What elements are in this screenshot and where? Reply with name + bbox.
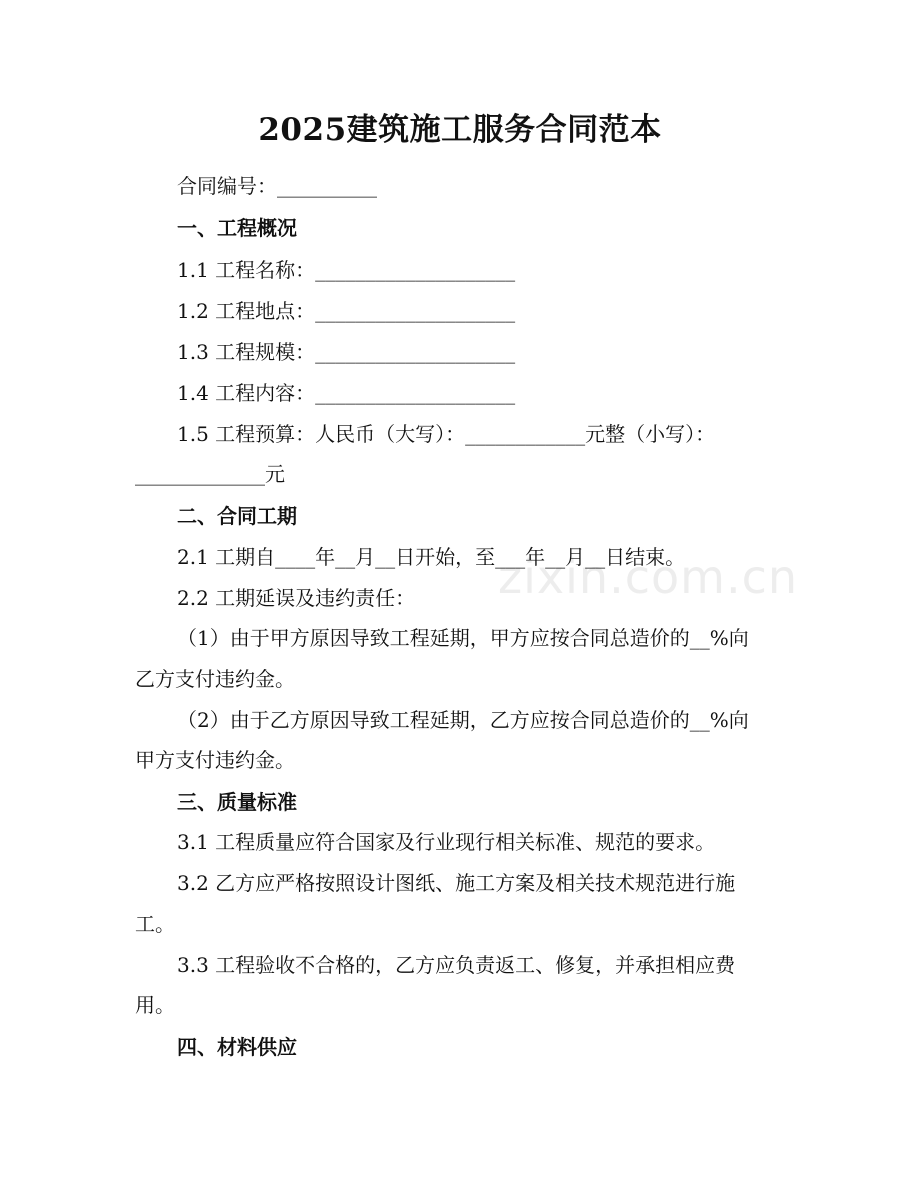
section-2-sub-1: （1）由于甲方原因导致工程延期，甲方应按合同总造价的__%向 bbox=[177, 626, 749, 650]
section-1-heading: 一、工程概况 bbox=[177, 216, 297, 240]
section-3-item-3: 3.3 工程验收不合格的，乙方应负责返工、修复，并承担相应费 bbox=[177, 953, 736, 977]
section-3-item-2: 3.2 乙方应严格按照设计图纸、施工方案及相关技术规范进行施 bbox=[177, 871, 736, 895]
section-2-sub-2: （2）由于乙方原因导致工程延期，乙方应按合同总造价的__%向 bbox=[177, 708, 749, 732]
page-title: 2025建筑施工服务合同范本 bbox=[258, 112, 662, 148]
section-2-item-2: 2.2 工期延误及违约责任： bbox=[177, 586, 416, 610]
section-3-item-1: 3.1 工程质量应符合国家及行业现行相关标准、规范的要求。 bbox=[177, 830, 716, 854]
section-1-item-5: 1.5 工程预算：人民币（大写）：____________元整（小写）： bbox=[177, 422, 716, 446]
section-1-item-5-cont: _____________元 bbox=[135, 462, 285, 486]
section-1-item-3: 1.3 工程规模：____________________ bbox=[177, 340, 516, 364]
section-1-item-2: 1.2 工程地点：____________________ bbox=[177, 299, 516, 323]
section-2-item-1: 2.1 工期自____年__月__日开始，至___年__月__日结束。 bbox=[177, 545, 686, 569]
section-1-item-4: 1.4 工程内容：____________________ bbox=[177, 381, 516, 405]
section-3-item-2-cont: 工。 bbox=[135, 912, 175, 936]
section-4-heading: 四、材料供应 bbox=[177, 1035, 297, 1059]
section-3-item-3-cont: 用。 bbox=[135, 993, 175, 1017]
section-2-sub-1-cont: 乙方支付违约金。 bbox=[135, 667, 295, 691]
section-2-sub-2-cont: 甲方支付违约金。 bbox=[135, 748, 295, 772]
watermark: zixin.com.cn bbox=[498, 550, 799, 604]
section-1-item-1: 1.1 工程名称：____________________ bbox=[177, 258, 516, 282]
section-2-heading: 二、合同工期 bbox=[177, 504, 297, 528]
section-3-heading: 三、质量标准 bbox=[177, 790, 297, 814]
contract-number: 合同编号：__________ bbox=[177, 174, 377, 198]
